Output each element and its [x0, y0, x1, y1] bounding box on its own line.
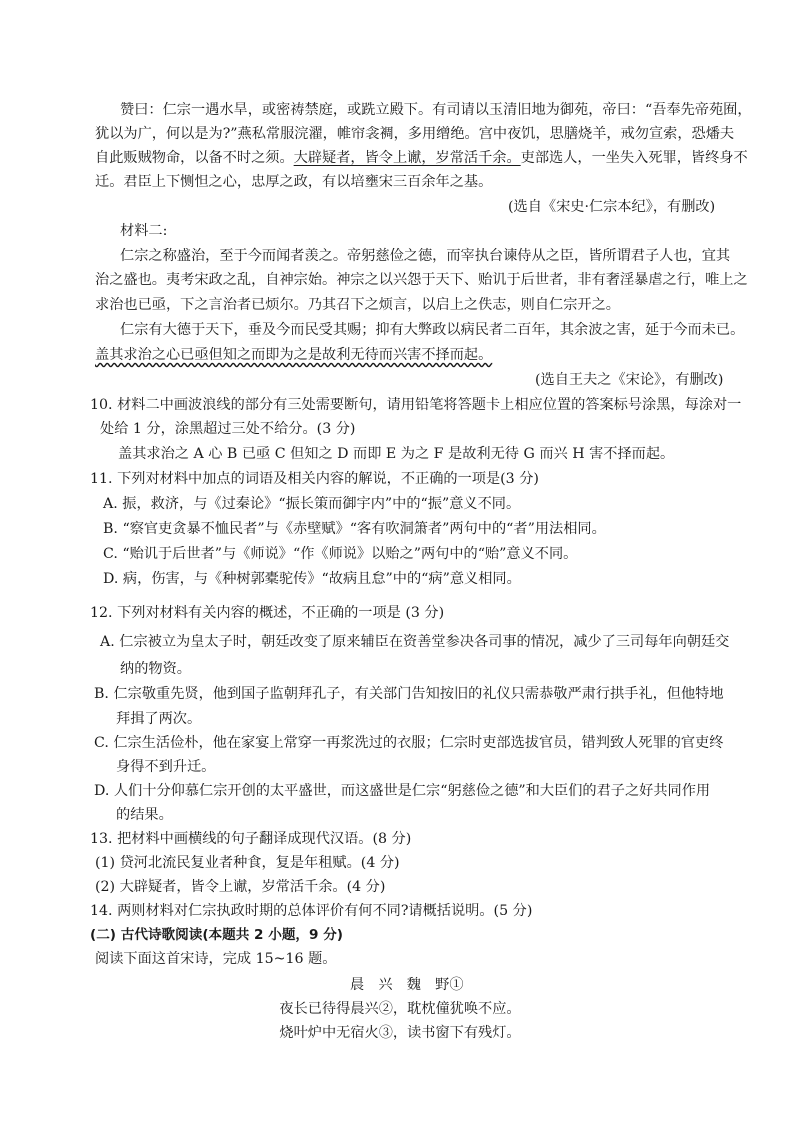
instruction: 阅读下面这首宋诗，完成 15~16 题。 — [95, 951, 337, 967]
poem-line: 夜长已待得晨兴②，耽枕僮犹唤不应。 — [279, 1001, 521, 1017]
text-line: 犹以为广，何以是为?”燕私常服浣濯，帷帘衾裯，多用缯绝。宫中夜饥，思膳烧羊，戒勿宣索，恐燔夫 — [95, 126, 735, 142]
question-10: 10. 材料二中画波浪线的部分有三处需要断句，请用铅笔将答题卡上相应位置的答案标号涂黑，每涂对一 — [90, 397, 742, 413]
text-line: 求治也已亟，下之言治者已烦尔。乃其召下之烦言，以启上之佚志，则自仁宗开之。 — [95, 297, 620, 313]
poem-title: 晨 兴 魏 野① — [350, 977, 464, 993]
wavy-underlined-sentence: 盖其求治之心已亟但知之而即为之是故利无待而兴害不择而起。 — [95, 347, 493, 363]
option-c: C. “贻讥于后世者”与《师说》“作《师说》以贻之”两句中的“贻”意义不同。 — [103, 546, 578, 562]
option-d: D. 人们十分仰慕仁宗开创的太平盛世，而这盛世是仁宗“躬慈俭之德”和大臣们的君子之好共同作用 — [94, 783, 711, 799]
option-a: A. 仁宗被立为皇太子时，朝廷改变了原来辅臣在资善堂参决各司事的情况，减少了三司每年向朝廷交 — [100, 634, 730, 650]
source-citation: (选自《宋史·仁宗本纪》，有删改) — [508, 199, 716, 215]
text-span: 自此贩贼物命，以备不时之须。 — [95, 150, 294, 166]
text-line: 仁宗有大德于天下，垂及今而民受其赐；抑有大弊政以病民者二百年，其余波之害，延于今而未已。 — [120, 322, 745, 338]
source-citation: (选自王夫之《宋论》，有删改) — [535, 372, 724, 388]
text-line — [95, 148, 748, 168]
option-b: B. 仁宗敬重先贤，他到国子监朝拜孔子，有关部门告知按旧的礼仪只需恭敬严肃行拱手礼，但他特地 — [94, 686, 724, 702]
text-line: 仁宗之称盛治，至于今而闻者羡之。帝躬慈俭之德，而宰执台谏侍从之臣，皆所谓君子人也，宜其 — [120, 248, 731, 264]
question-14: 14. 两则材料对仁宗执政时期的总体评价有何不同?请概括说明。(5 分) — [90, 903, 533, 919]
text-line: 迁。君臣上下恻怛之心，忠厚之政，有以培壅宋三百余年之基。 — [95, 174, 493, 190]
sub-question-1: (1) 贷河北流民复业者种食，复是年租赋。(4 分) — [95, 855, 400, 871]
section-heading: (二) 古代诗歌阅读(本题共 2 小题，9 分) — [90, 927, 344, 943]
question-12: 12. 下列对材料有关内容的概述，不正确的一项是 (3 分) — [90, 605, 445, 621]
text-line: 盖其求治之 A 心 B 已亟 C 但知之 D 而即 E 为之 F 是故利无待 G 而兴 H 害不择而起。 — [118, 446, 675, 462]
sub-question-2: (2) 大辟疑者，皆令上谳，岁常活千余。(4 分) — [95, 879, 386, 895]
text-line: 治之盛也。夷考宋政之乱，自神宗始。神宗之以兴怨于天下、贻讥于后世者，非有奢淫暴虐之行，唯上之 — [95, 272, 748, 288]
question-11: 11. 下列对材料中加点的词语及相关内容的解说，不正确的一项是(3 分) — [90, 471, 539, 487]
text-line: 的结果。 — [116, 807, 173, 823]
text-line: 拜揖了两次。 — [116, 711, 202, 727]
text-line: 赞曰：仁宗一遇水旱，或密祷禁庭，或跣立殿下。有司请以玉清旧地为御苑，帝曰：“吾奉先帝苑囿， — [120, 102, 752, 118]
poem-line: 烧叶炉中无宿火③，读书窗下有残灯。 — [279, 1025, 521, 1041]
text-line: 纳的物资。 — [120, 661, 191, 677]
option-a: A. 振，救济，与《过秦论》“振长策而御宇内”中的“振”意义不同。 — [103, 496, 521, 512]
option-d: D. 病，伤害，与《种树郭橐驼传》“故病且怠”中的“病”意义相同。 — [103, 571, 521, 587]
text-line: 身得不到升迁。 — [116, 759, 216, 775]
text-line: 处给 1 分，涂黑超过三处不给分。(3 分) — [100, 421, 356, 437]
option-b: B. “察官吏贪暴不恤民者”与《赤壁赋》“客有吹洞箫者”两句中的“者”用法相同。 — [103, 521, 606, 537]
question-13: 13. 把材料中画横线的句子翻译成现代汉语。(8 分) — [90, 831, 412, 847]
underlined-sentence: 大辟疑者，皆令上谳，岁常活千余。 — [293, 150, 521, 166]
option-c: C. 仁宗生活俭朴，他在家宴上常穿一再浆洗过的衣服；仁宗时吏部选拔官员，错判致人死罪的官吏终 — [94, 735, 724, 751]
section-label: 材料二: — [120, 223, 168, 239]
text-span: 吏部选人，一坐失入死罪，皆终身不 — [520, 150, 748, 166]
